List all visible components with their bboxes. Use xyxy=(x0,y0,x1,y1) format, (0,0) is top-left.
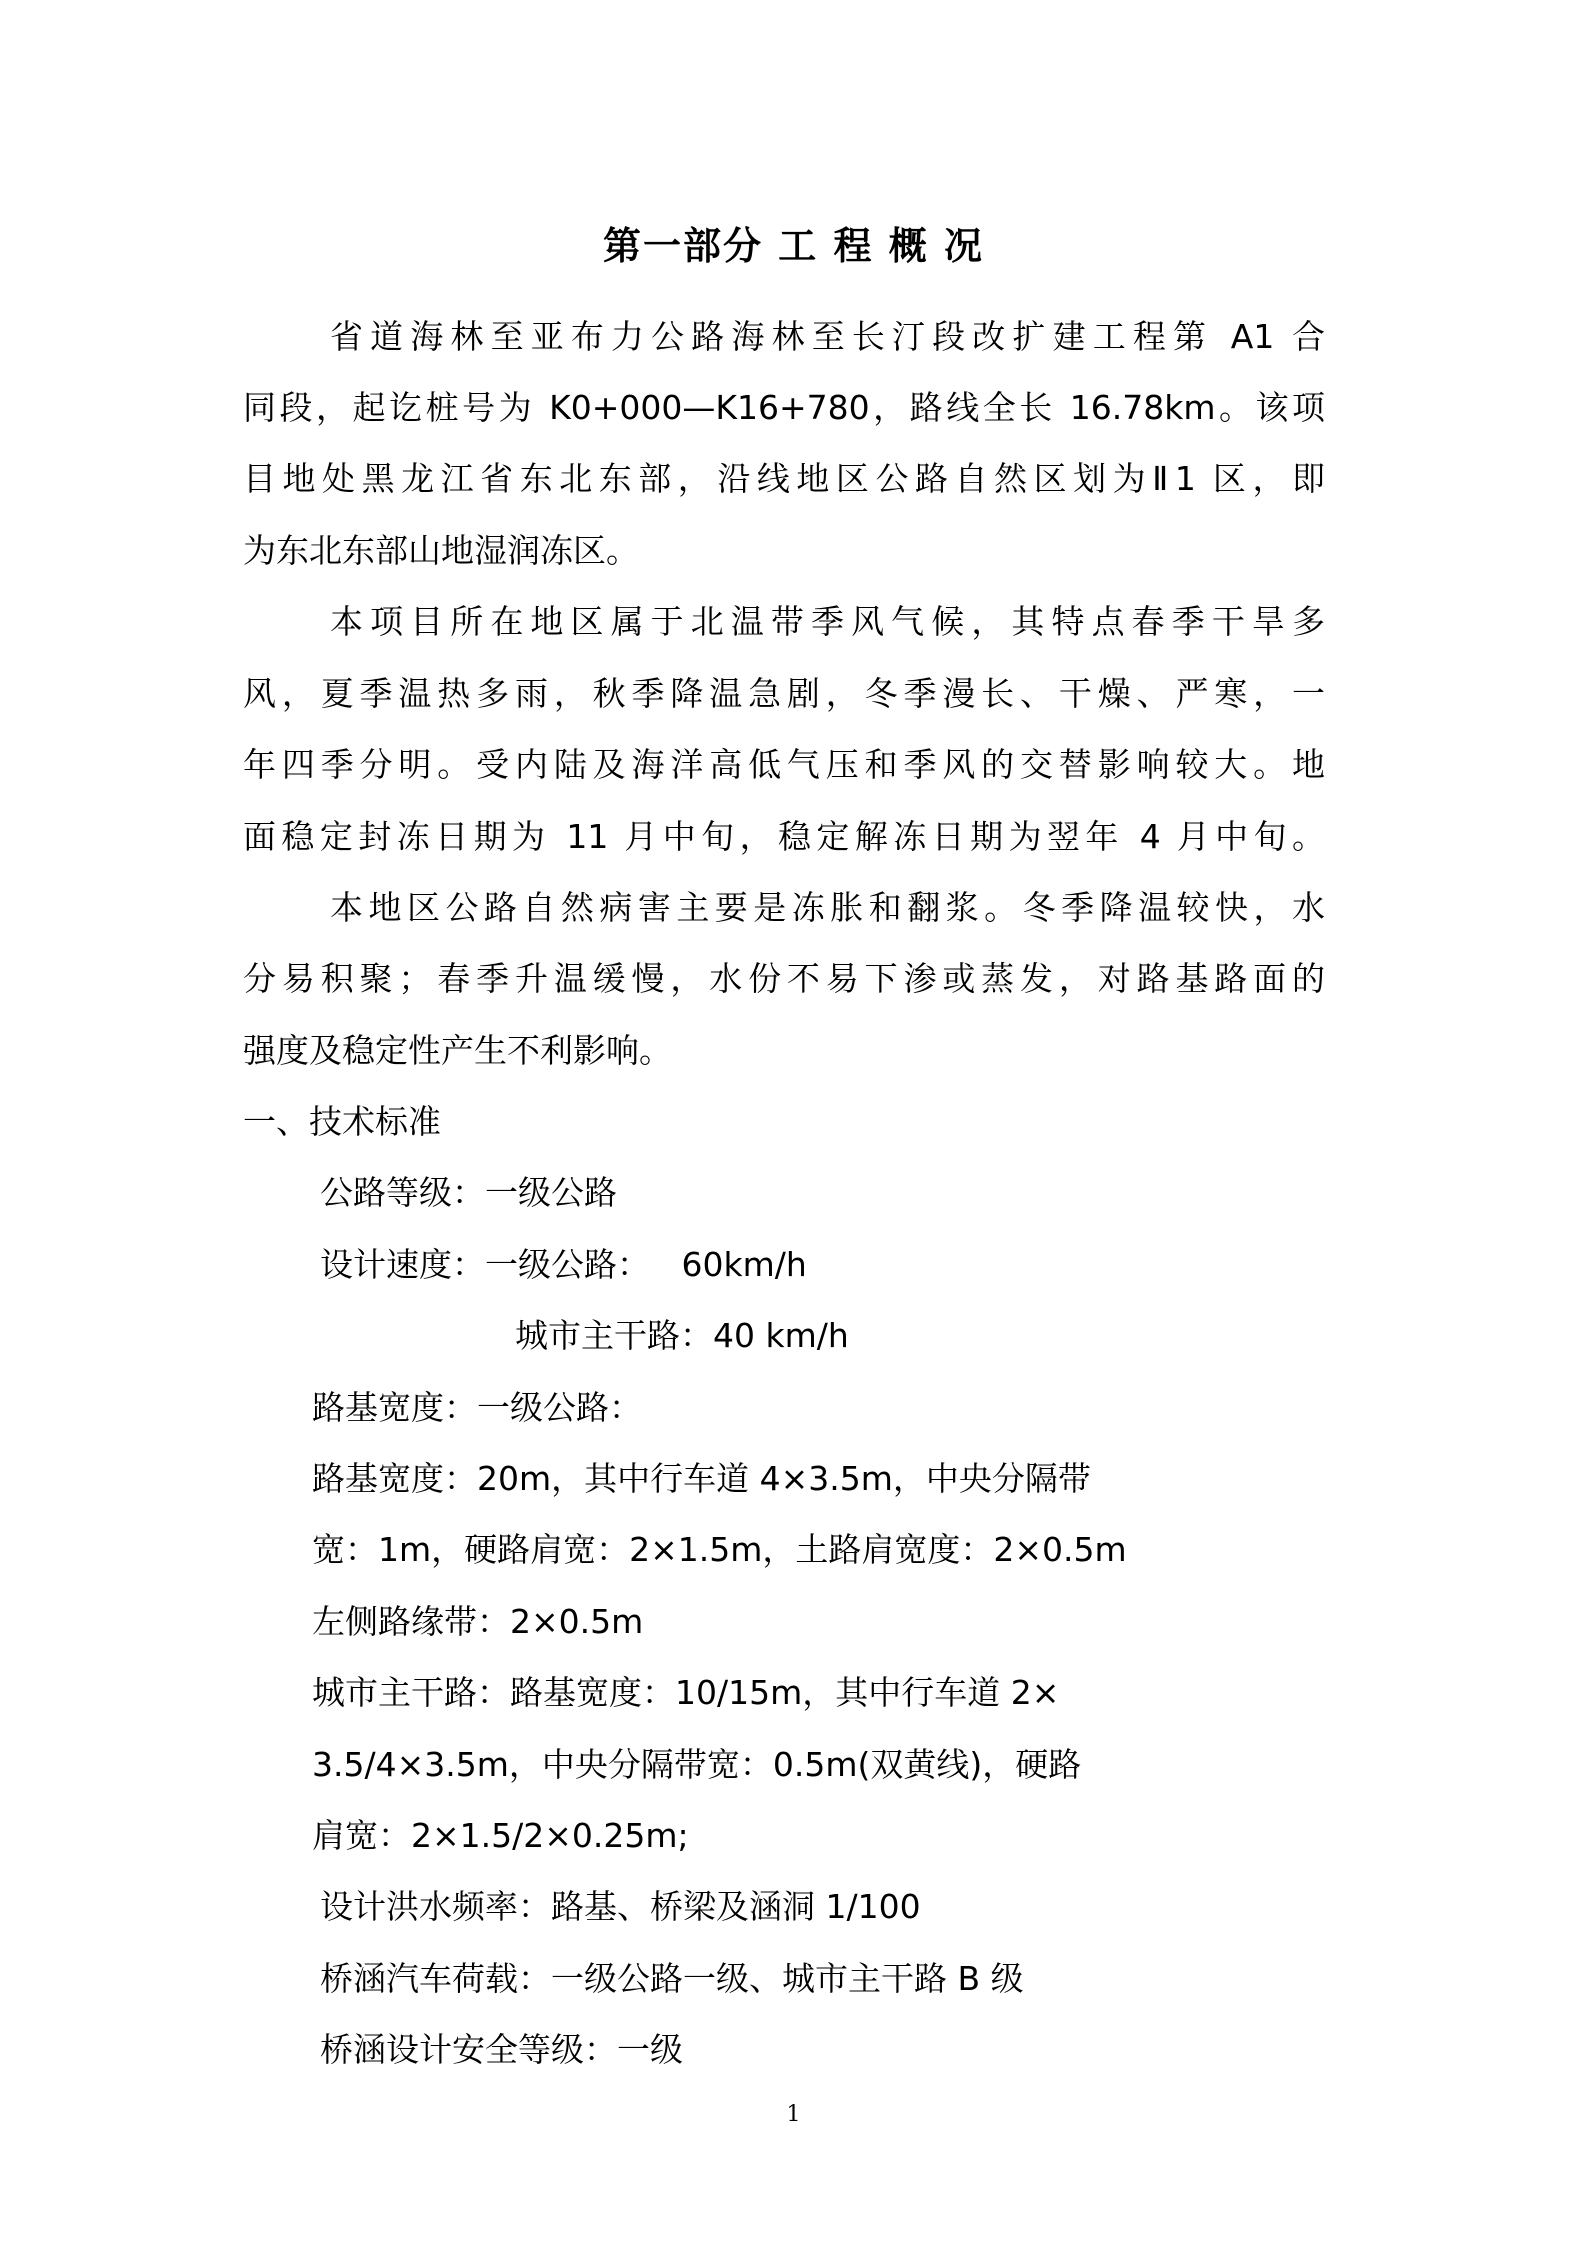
paragraph-2-line-4: 面稳定封冻日期为 11 月中旬，稳定解冻日期为翌年 4 月中旬。 xyxy=(243,817,1325,856)
bridge-load: 桥涵汽车荷载：一级公路一级、城市主干路 B 级 xyxy=(320,1959,1024,1998)
paragraph-2-line-1: 本项目所在地区属于北温带季风气候，其特点春季干旱多 xyxy=(330,602,1325,641)
left-edge-strip: 左侧路缘带：2×0.5m xyxy=(312,1602,644,1641)
subgrade-width-line-2: 宽：1m，硬路肩宽：2×1.5m，土路肩宽度：2×0.5m xyxy=(312,1530,1127,1569)
subgrade-width-label: 路基宽度：一级公路： xyxy=(312,1388,642,1427)
urban-road-line-1: 城市主干路：路基宽度：10/15m，其中行车道 2× xyxy=(312,1673,1060,1712)
subgrade-width-line-1: 路基宽度：20m，其中行车道 4×3.5m，中央分隔带 xyxy=(312,1459,1091,1498)
paragraph-1-line-3: 目地处黑龙江省东北东部，沿线地区公路自然区划为Ⅱ1 区，即 xyxy=(243,459,1325,498)
flood-frequency: 设计洪水频率：路基、桥梁及涵洞 1/100 xyxy=(320,1887,921,1926)
urban-road-line-3: 肩宽：2×1.5/2×0.25m; xyxy=(312,1816,689,1855)
paragraph-3-line-1: 本地区公路自然病害主要是冻胀和翻浆。冬季降温较快，水 xyxy=(330,888,1325,927)
paragraph-1-line-4: 为东北东部山地湿润冻区。 xyxy=(243,531,639,570)
section-heading-technical-standards: 一、技术标准 xyxy=(243,1102,441,1141)
paragraph-2-line-3: 年四季分明。受内陆及海洋高低气压和季风的交替影响较大。地 xyxy=(243,745,1325,784)
design-speed-urban: 城市主干路：40 km/h xyxy=(515,1316,849,1355)
paragraph-3-line-2: 分易积聚；春季升温缓慢，水份不易下渗或蒸发，对路基路面的 xyxy=(243,959,1325,998)
paragraph-2-line-2: 风，夏季温热多雨，秋季降温急剧，冬季漫长、干燥、严寒，一 xyxy=(243,674,1325,713)
paragraph-1-line-1: 省道海林至亚布力公路海林至长汀段改扩建工程第 A1 合 xyxy=(330,317,1325,356)
urban-road-line-2: 3.5/4×3.5m，中央分隔带宽：0.5m(双黄线)，硬路 xyxy=(312,1745,1082,1784)
paragraph-3-line-3: 强度及稳定性产生不利影响。 xyxy=(243,1031,672,1070)
bridge-safety-grade: 桥涵设计安全等级：一级 xyxy=(320,2030,683,2069)
page-title: 第一部分 工 程 概 况 xyxy=(603,224,984,268)
design-speed: 设计速度：一级公路： 60km/h xyxy=(320,1245,807,1284)
road-grade: 公路等级：一级公路 xyxy=(320,1173,617,1212)
page-number: 1 xyxy=(786,2102,801,2127)
paragraph-1-line-2: 同段，起讫桩号为 K0+000—K16+780，路线全长 16.78km。该项 xyxy=(243,388,1325,427)
